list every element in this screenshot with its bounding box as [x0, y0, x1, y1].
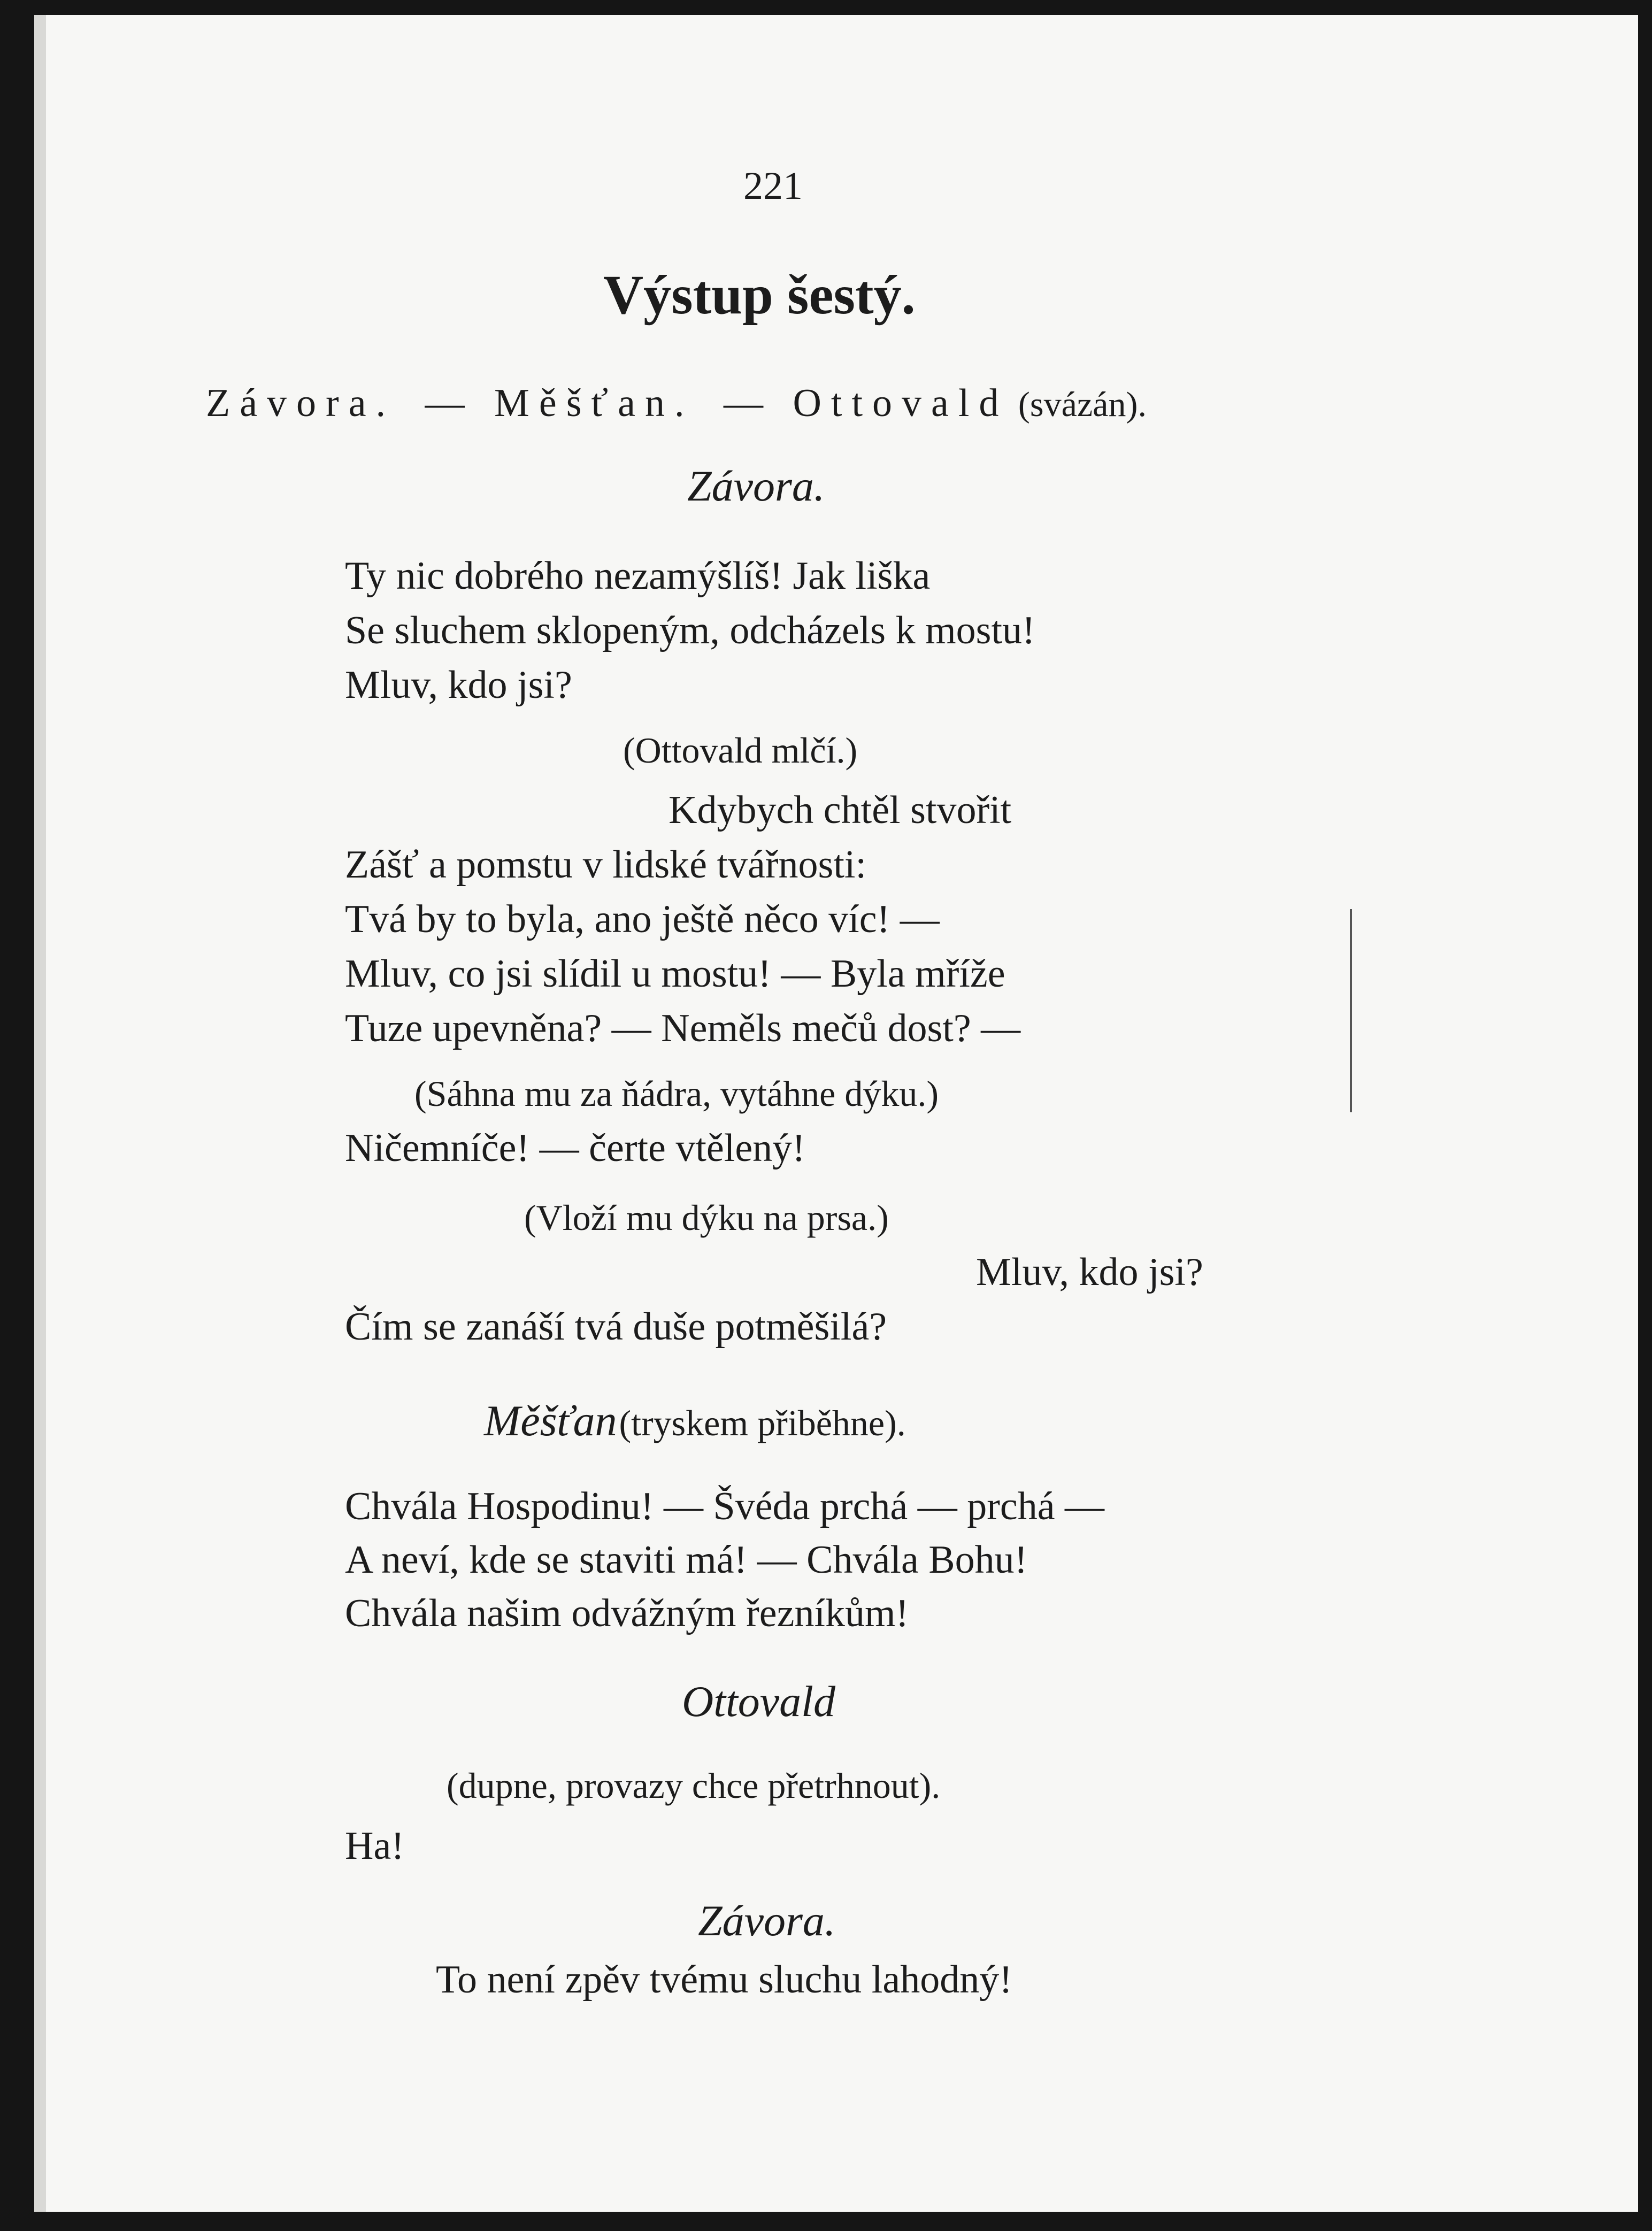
stage-direction: (Sáhna mu za ňádra, vytáhne dýku.)	[414, 1073, 939, 1114]
verse-line: Mluv, co jsi slídil u mostu! — Byla mříže	[345, 952, 1005, 996]
verse-line: Se sluchem sklopeným, odcházels k mostu!	[345, 609, 1035, 652]
speaker-ottovald: Ottovald	[682, 1677, 835, 1726]
verse-line: Tuze upevněna? — Neměls mečů dost? —	[345, 1006, 1021, 1050]
verse-line: Chvála našim odvážným řezníkům!	[345, 1591, 909, 1635]
verse-line: A neví, kde se staviti má! — Chvála Bohu!	[345, 1538, 1028, 1582]
cast-zavora: Závora.	[206, 381, 396, 425]
verse-line: Zášť a pomstu v lidské tvářnosti:	[345, 843, 867, 887]
cast-dash-1: —	[425, 381, 465, 425]
stage-direction: (dupne, provazy chce přetrhnout).	[447, 1765, 941, 1806]
cast-ottovald: Ottovald	[793, 381, 1009, 425]
verse-line: Ty nic dobrého nezamýšlíš! Jak liška	[345, 554, 931, 598]
margin-mark	[1350, 909, 1352, 1112]
stage-direction: (Ottovald mlčí.)	[623, 730, 858, 771]
cast-mestan: Měšťan.	[494, 381, 694, 425]
cast-note: (svázán).	[1018, 385, 1147, 424]
speaker-zavora: Závora.	[687, 461, 825, 510]
stage-direction: (tryskem přiběhne).	[619, 1403, 906, 1443]
scan-border-left	[0, 0, 34, 2231]
cast-list	[206, 381, 1147, 426]
verse-line: Mluv, kdo jsi?	[976, 1250, 1203, 1294]
verse-line: Tvá by to byla, ano ještě něco víc! —	[345, 897, 940, 941]
verse-line: To není zpěv tvému sluchu lahodný!	[436, 1958, 1012, 2002]
cast-dash-2: —	[723, 381, 763, 425]
verse-line: Kdybych chtěl stvořit	[669, 788, 1012, 832]
verse-line: Chvála Hospodinu! — Švéda prchá — prchá —	[345, 1484, 1105, 1528]
speaker-mestan: Měšťan	[484, 1396, 617, 1445]
scan-border-right	[1638, 0, 1652, 2231]
speaker-mestan-heading	[484, 1396, 906, 1446]
page-number: 221	[743, 164, 803, 208]
verse-line: Ničemníče! — čerte vtělený!	[345, 1126, 805, 1170]
stage-direction: (Vloží mu dýku na prsa.)	[524, 1197, 889, 1238]
verse-line: Ha!	[345, 1824, 404, 1868]
scan-border-bottom	[0, 2212, 1652, 2231]
page-gutter	[34, 15, 46, 2231]
verse-line: Mluv, kdo jsi?	[345, 663, 572, 707]
speaker-zavora: Závora.	[698, 1896, 836, 1945]
verse-line: Čím se zanáší tvá duše potměšilá?	[345, 1305, 887, 1349]
scan-border-top	[0, 0, 1652, 15]
scene-title: Výstup šestý.	[603, 264, 916, 326]
